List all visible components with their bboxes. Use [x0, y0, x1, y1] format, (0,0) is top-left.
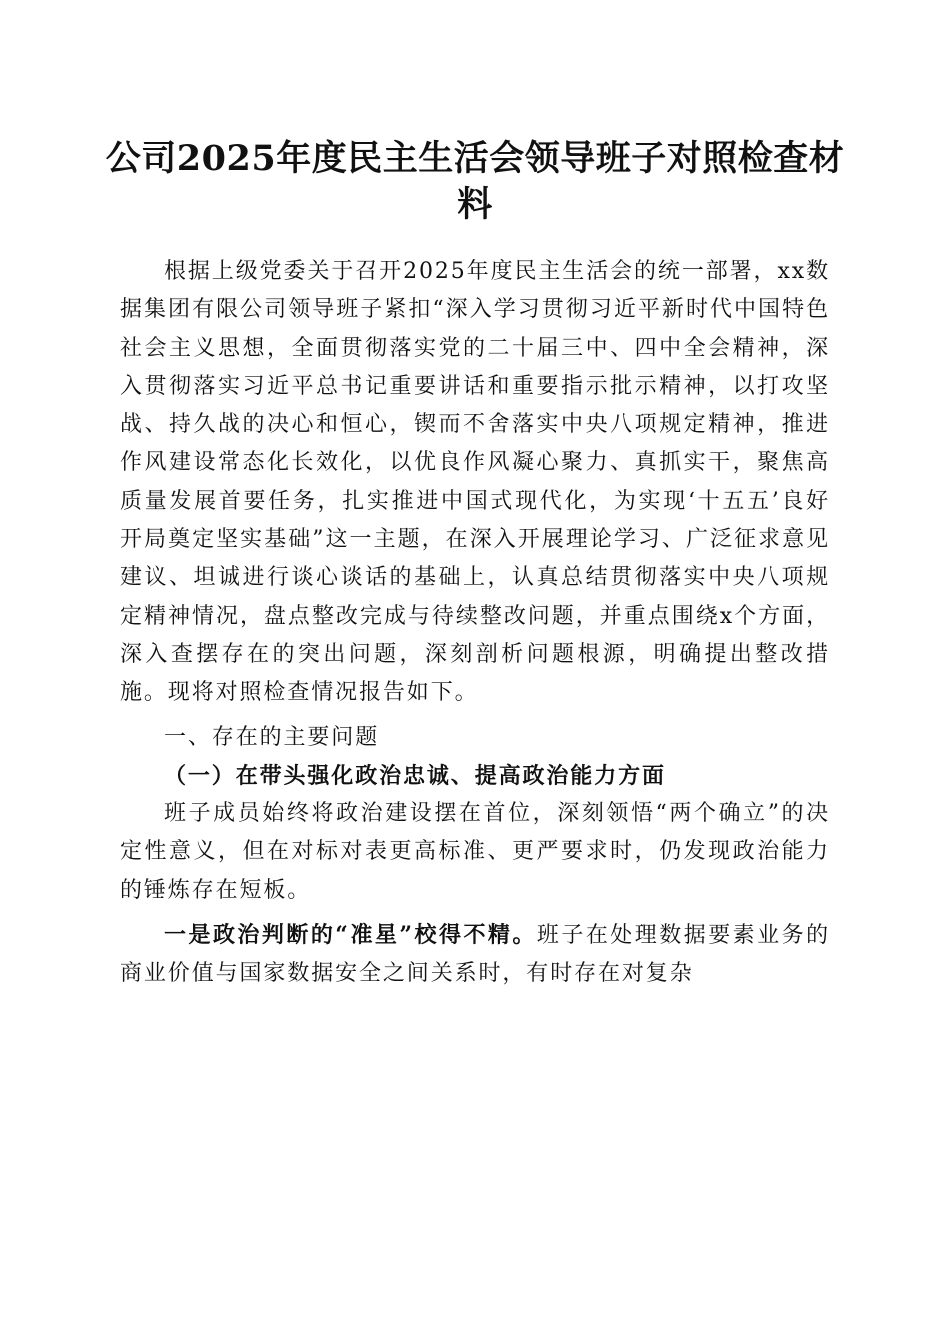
point-one-paragraph [120, 916, 830, 994]
point-one-text: 班子在处理数据要素业务的商业价值与国家数据安全之间关系时，有时存在对复杂 [120, 923, 830, 987]
intro-paragraph: 根据上级党委关于召开2025年度民主生活会的统一部署，xx数据集团有限公司领导班子紧扣“深入学习贯彻习近平新时代中国特色社会主义思想，全面贯彻落实党的二十届三中、四中全会精神，深入贯彻落实习近平总书记重要讲话和重要指示批示精神，以打攻坚战、持久战的决心和恒心，锲而不舍落实中央八项规定精神，推进作风建设常态化长效化，以优良作风凝心聚力、真抓实干，聚焦高质量发展首要任务，扎实推进中国式现代化，为实现‘十五五’良好开局奠定坚实基础”这一主题，在深入开展理论学习、广泛征求意见建议、坦诚进行谈心谈话的基础上，认真总结贯彻落实中央八项规定精神情况，盘点整改完成与待续整改问题，并重点围绕x个方面，深入查摆存在的突出问题，深刻剖析问题根源，明确提出整改措施。现将对照检查情况报告如下。 [120, 259, 830, 706]
document-title: 公司2025年度民主生活会领导班子对照检查材料 [105, 138, 845, 225]
subsection-heading-political-loyalty: （一）在带头强化政治忠诚、提高政治能力方面 [164, 762, 666, 789]
point-one-lead: 一是政治判断的“准星”校得不精。 [164, 922, 537, 949]
document-body [120, 253, 830, 994]
section-heading-main-problems: 一、存在的主要问题 [164, 724, 380, 750]
subsection-paragraph: 班子成员始终将政治建设摆在首位，深刻领悟“两个确立”的决定性意义，但在对标对表更高标准、更严要求时，仍发现政治能力的锤炼存在短板。 [120, 801, 830, 903]
